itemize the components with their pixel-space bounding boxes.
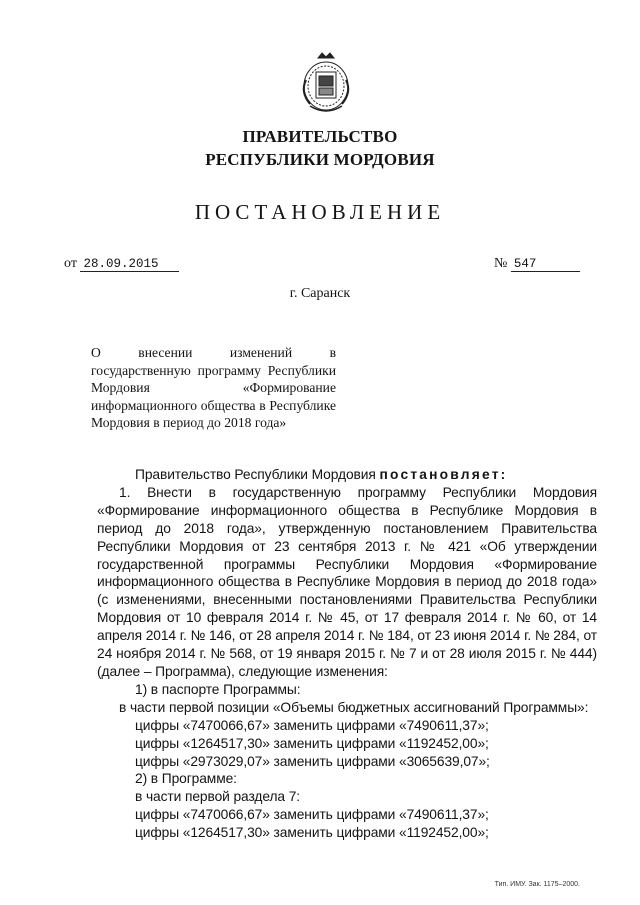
document-subject: О внесении изменений в государственную программу Республики Мордовия «Формирование информационного общества в Республике Мордовия в период до 2018 года» [91, 345, 336, 431]
document-number: 547 [511, 257, 580, 272]
body-paragraph: 2) в Программе: [135, 771, 237, 787]
number-row [494, 256, 580, 272]
document-body [97, 466, 597, 842]
body-paragraph: 1) в паспорте Программы: [135, 681, 301, 697]
body-paragraph: цифры «1264517,30» заменить цифрами «1192452,00»; [135, 825, 489, 841]
number-prefix: № [494, 256, 508, 271]
coat-of-arms-emblem [296, 50, 356, 116]
body-paragraph: цифры «7470066,67» заменить цифрами «7490611,37»; [135, 717, 489, 733]
intro-paragraph [97, 466, 597, 484]
body-paragraph: цифры «7470066,67» заменить цифрами «7490611,37»; [135, 807, 489, 823]
date-row [64, 256, 179, 272]
body-paragraph: 1. Внести в государственную программу Республики Мордовия «Формирование информационного общества в Республике Мордовия в период до 2018 года», утвержденную постановлением Правительства Республики Мордовия от 23 сентября 2013 г. № 421 «Об утверждении государственной программы Республики Мордовия «Формирование информационного общества в Республике Мордовия в период до 2018 года» (с изменениями, внесенными постановлениями Правительства Республики Мордовия от 10 февраля 2014 г. № 45, от 17 февраля 2014 г. № 60, от 14 апреля 2014 г. № 146, от 28 апреля 2014 г. № 184, от 23 июня 2014 г. № 284, от 24 ноября 2014 г. № 568, от 19 января 2015 г. № 7 и от 28 июля 2015 г. № 444) (далее – Программа), следующие изменения: [97, 484, 597, 679]
body-paragraph: цифры «2973029,07» заменить цифрами «3065639,07»; [135, 753, 490, 769]
intro-text: Правительство Республики Мордовия [135, 467, 376, 482]
city-line: г. Саранск [289, 286, 351, 301]
document-type-title: ПОСТАНОВЛЕНИЕ [194, 200, 446, 224]
body-paragraph: в части первой раздела 7: [135, 789, 301, 805]
government-name-line2: РЕСПУБЛИКИ МОРДОВИЯ [205, 150, 435, 169]
date-prefix: от [64, 256, 77, 271]
government-name-line1: ПРАВИТЕЛЬСТВО [242, 127, 398, 146]
body-paragraph: цифры «1264517,30» заменить цифрами «1192452,00»; [135, 735, 489, 751]
document-date: 28.09.2015 [80, 257, 179, 272]
body-paragraph: в части первой позиции «Объемы бюджетных ассигнований Программы»: [119, 699, 589, 715]
intro-verb: постановляет: [379, 467, 508, 482]
print-footer: Тип. ИМУ. Зак. 1175–2000. [494, 881, 580, 888]
